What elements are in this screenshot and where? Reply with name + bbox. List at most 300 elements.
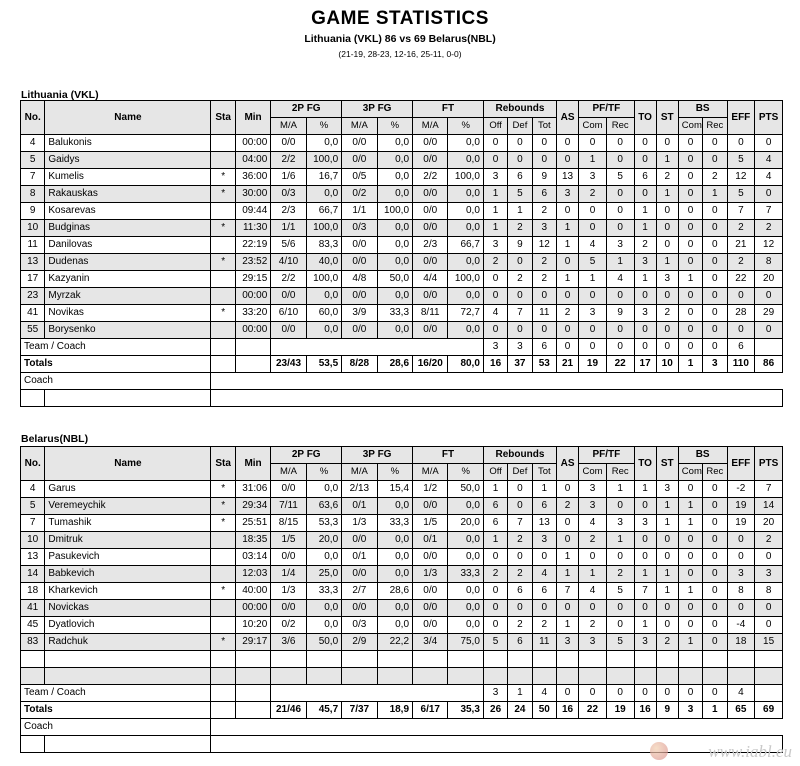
ft-percent: 33,3 xyxy=(448,566,483,583)
header-3p-fg: 3P FG xyxy=(342,447,413,464)
ft-percent: 20,0 xyxy=(448,515,483,532)
fg3-percent: 0,0 xyxy=(377,498,412,515)
table-cell xyxy=(45,736,211,753)
subheader-rec: Rec xyxy=(606,464,634,481)
player-row xyxy=(21,668,783,685)
player-name: Myrzak xyxy=(45,288,211,305)
assists: 0 xyxy=(557,203,579,220)
player-number: 13 xyxy=(21,549,45,566)
ft-percent: 0,0 xyxy=(448,135,483,152)
minutes: 18:35 xyxy=(235,532,270,549)
totals-def: 37 xyxy=(508,356,532,373)
efficiency: 0 xyxy=(727,549,755,566)
team-coach-to: 0 xyxy=(634,339,656,356)
rebounds-tot: 6 xyxy=(532,186,556,203)
steals: 0 xyxy=(656,617,678,634)
fouls-committed: 0 xyxy=(579,322,607,339)
fg3-made-attempted: 0/0 xyxy=(342,135,377,152)
points: 0 xyxy=(755,617,783,634)
ft-percent: 100,0 xyxy=(448,271,483,288)
turnovers: 3 xyxy=(634,305,656,322)
fg3-made-attempted: 0/0 xyxy=(342,566,377,583)
turnovers: 1 xyxy=(634,617,656,634)
fg2-percent: 63,6 xyxy=(306,498,341,515)
fouls-committed: 4 xyxy=(579,515,607,532)
player-name: Dyatlovich xyxy=(45,617,211,634)
totals-fg2-percent: 53,5 xyxy=(306,356,341,373)
header-rebounds: Rebounds xyxy=(483,101,556,118)
subheader-pct: % xyxy=(448,464,483,481)
turnovers xyxy=(634,668,656,685)
blocks-committed: 0 xyxy=(678,186,702,203)
team-coach-st: 0 xyxy=(656,339,678,356)
points: 7 xyxy=(755,481,783,498)
header-ft: FT xyxy=(413,101,484,118)
ft-percent: 0,0 xyxy=(448,288,483,305)
subheader-pct: % xyxy=(306,118,341,135)
fg2-made-attempted: 0/0 xyxy=(271,600,306,617)
efficiency: 2 xyxy=(727,220,755,237)
totals-pfc: 22 xyxy=(579,702,607,719)
subheader-pct: % xyxy=(306,464,341,481)
fouls-committed: 0 xyxy=(579,220,607,237)
player-number: 83 xyxy=(21,634,45,651)
minutes: 22:19 xyxy=(235,237,270,254)
minutes: 30:00 xyxy=(235,186,270,203)
fouls-committed: 0 xyxy=(579,288,607,305)
fg3-percent: 0,0 xyxy=(377,600,412,617)
blocks-committed: 0 xyxy=(678,549,702,566)
totals-eff: 65 xyxy=(727,702,755,719)
rebounds-tot xyxy=(532,651,556,668)
starter-mark: * xyxy=(211,169,235,186)
rebounds-tot: 2 xyxy=(532,271,556,288)
ft-made-attempted: 0/0 xyxy=(413,322,448,339)
fg3-percent: 0,0 xyxy=(377,254,412,271)
ft-made-attempted: 2/3 xyxy=(413,237,448,254)
fg3-made-attempted: 2/9 xyxy=(342,634,377,651)
assists: 3 xyxy=(557,186,579,203)
player-number: 7 xyxy=(21,169,45,186)
points: 29 xyxy=(755,305,783,322)
ft-percent: 0,0 xyxy=(448,203,483,220)
blank-row xyxy=(21,736,783,753)
steals: 1 xyxy=(656,152,678,169)
team-coach-def: 1 xyxy=(508,685,532,702)
blocks-committed: 0 xyxy=(678,322,702,339)
fouls-committed: 1 xyxy=(579,271,607,288)
subheader-tot: Tot xyxy=(532,464,556,481)
blocks-received: 0 xyxy=(703,617,727,634)
rebounds-tot: 0 xyxy=(532,600,556,617)
fg2-made-attempted: 1/4 xyxy=(271,566,306,583)
minutes xyxy=(235,651,270,668)
subheader-ma: M/A xyxy=(413,464,448,481)
fg2-percent: 60,0 xyxy=(306,305,341,322)
player-number: 18 xyxy=(21,583,45,600)
team-coach-pfr: 0 xyxy=(606,339,634,356)
fouls-received: 0 xyxy=(606,186,634,203)
player-row xyxy=(21,186,783,203)
rebounds-def: 7 xyxy=(508,305,532,322)
blocks-received: 0 xyxy=(703,220,727,237)
starter-mark: * xyxy=(211,515,235,532)
fg3-made-attempted: 0/5 xyxy=(342,169,377,186)
blocks-received: 0 xyxy=(703,583,727,600)
rebounds-off: 6 xyxy=(483,515,507,532)
player-name xyxy=(45,651,211,668)
fouls-received: 3 xyxy=(606,515,634,532)
points: 2 xyxy=(755,532,783,549)
starter-mark: * xyxy=(211,583,235,600)
rebounds-def: 0 xyxy=(508,481,532,498)
fouls-committed: 3 xyxy=(579,481,607,498)
starter-mark xyxy=(211,668,235,685)
ft-percent: 0,0 xyxy=(448,254,483,271)
assists: 2 xyxy=(557,498,579,515)
totals-fg3: 7/37 xyxy=(342,702,377,719)
starter-mark: * xyxy=(211,186,235,203)
player-row xyxy=(21,532,783,549)
player-row xyxy=(21,152,783,169)
steals: 1 xyxy=(656,566,678,583)
player-number xyxy=(21,668,45,685)
fg2-percent: 40,0 xyxy=(306,254,341,271)
turnovers: 1 xyxy=(634,220,656,237)
turnovers: 0 xyxy=(634,135,656,152)
player-row xyxy=(21,515,783,532)
rebounds-def: 5 xyxy=(508,186,532,203)
quarter-scores: (21-19, 28-23, 12-16, 25-11, 0-0) xyxy=(338,49,462,59)
team-name-home: Lithuania (VKL) xyxy=(21,89,99,101)
rebounds-off: 2 xyxy=(483,254,507,271)
turnovers: 0 xyxy=(634,322,656,339)
rebounds-def: 2 xyxy=(508,271,532,288)
ft-made-attempted: 0/0 xyxy=(413,186,448,203)
totals-label: Totals xyxy=(21,356,211,373)
efficiency: 0 xyxy=(727,600,755,617)
points: 0 xyxy=(755,288,783,305)
header-bs: BS xyxy=(678,101,727,118)
fouls-committed: 3 xyxy=(579,169,607,186)
header-to: TO xyxy=(634,101,656,135)
fg3-made-attempted xyxy=(342,668,377,685)
fg2-percent: 0,0 xyxy=(306,600,341,617)
totals-bsc: 1 xyxy=(678,356,702,373)
assists: 1 xyxy=(557,617,579,634)
fouls-received: 0 xyxy=(606,549,634,566)
blocks-committed: 0 xyxy=(678,532,702,549)
turnovers: 1 xyxy=(634,271,656,288)
fg2-percent: 83,3 xyxy=(306,237,341,254)
fouls-committed: 2 xyxy=(579,532,607,549)
fg3-made-attempted: 0/1 xyxy=(342,498,377,515)
player-row xyxy=(21,498,783,515)
fg3-made-attempted: 1/3 xyxy=(342,515,377,532)
rebounds-off: 0 xyxy=(483,152,507,169)
header-pts: PTS xyxy=(755,447,783,481)
blocks-received: 0 xyxy=(703,271,727,288)
blocks-received: 0 xyxy=(703,203,727,220)
fg3-made-attempted xyxy=(342,651,377,668)
fg2-percent: 20,0 xyxy=(306,532,341,549)
fg2-made-attempted: 1/3 xyxy=(271,583,306,600)
player-name: Dudenas xyxy=(45,254,211,271)
subheader-rec: Rec xyxy=(703,118,727,135)
fg2-made-attempted: 7/11 xyxy=(271,498,306,515)
points: 0 xyxy=(755,186,783,203)
blocks-received: 0 xyxy=(703,498,727,515)
header-eff: EFF xyxy=(727,447,755,481)
fg3-made-attempted: 0/1 xyxy=(342,549,377,566)
player-name: Dmitruk xyxy=(45,532,211,549)
table-cell xyxy=(211,339,235,356)
ft-made-attempted: 2/2 xyxy=(413,169,448,186)
blocks-committed: 1 xyxy=(678,634,702,651)
rebounds-off: 6 xyxy=(483,498,507,515)
fouls-received xyxy=(606,651,634,668)
header-min: Min xyxy=(235,101,270,135)
team-coach-pfc: 0 xyxy=(579,339,607,356)
steals: 0 xyxy=(656,135,678,152)
minutes: 29:15 xyxy=(235,271,270,288)
player-number: 14 xyxy=(21,566,45,583)
table-cell xyxy=(211,702,235,719)
player-name: Novickas xyxy=(45,600,211,617)
fg3-percent: 0,0 xyxy=(377,135,412,152)
minutes: 04:00 xyxy=(235,152,270,169)
efficiency: 5 xyxy=(727,152,755,169)
player-row xyxy=(21,203,783,220)
table-cell xyxy=(235,685,270,702)
fg3-percent: 0,0 xyxy=(377,566,412,583)
starter-mark xyxy=(211,617,235,634)
turnovers: 6 xyxy=(634,169,656,186)
ft-made-attempted: 1/5 xyxy=(413,515,448,532)
efficiency: 2 xyxy=(727,254,755,271)
rebounds-tot: 3 xyxy=(532,220,556,237)
blocks-committed: 0 xyxy=(678,600,702,617)
player-name: Gaidys xyxy=(45,152,211,169)
rebounds-def: 0 xyxy=(508,600,532,617)
blank-cell xyxy=(211,390,783,407)
assists: 1 xyxy=(557,566,579,583)
steals: 2 xyxy=(656,634,678,651)
player-row xyxy=(21,169,783,186)
points: 7 xyxy=(755,203,783,220)
rebounds-off xyxy=(483,651,507,668)
rebounds-off xyxy=(483,668,507,685)
rebounds-def: 6 xyxy=(508,583,532,600)
totals-ft-percent: 35,3 xyxy=(448,702,483,719)
points: 15 xyxy=(755,634,783,651)
rebounds-off: 0 xyxy=(483,322,507,339)
coach-value xyxy=(211,719,783,736)
totals-bsr: 1 xyxy=(703,702,727,719)
player-name xyxy=(45,668,211,685)
blocks-received: 0 xyxy=(703,305,727,322)
stats-table-home xyxy=(20,100,783,407)
points: 8 xyxy=(755,583,783,600)
fg3-made-attempted: 2/13 xyxy=(342,481,377,498)
blocks-received: 0 xyxy=(703,532,727,549)
minutes: 12:03 xyxy=(235,566,270,583)
points: 20 xyxy=(755,515,783,532)
ft-made-attempted: 3/4 xyxy=(413,634,448,651)
rebounds-def: 1 xyxy=(508,203,532,220)
fouls-received: 2 xyxy=(606,566,634,583)
turnovers: 1 xyxy=(634,566,656,583)
rebounds-tot: 2 xyxy=(532,203,556,220)
fg2-made-attempted: 3/6 xyxy=(271,634,306,651)
page-title: GAME STATISTICS xyxy=(311,8,489,29)
efficiency: 8 xyxy=(727,583,755,600)
fg2-percent: 0,0 xyxy=(306,481,341,498)
points: 4 xyxy=(755,152,783,169)
totals-row xyxy=(21,356,783,373)
subheader-com: Com xyxy=(678,118,702,135)
blocks-received: 0 xyxy=(703,481,727,498)
header-bs: BS xyxy=(678,447,727,464)
points: 20 xyxy=(755,271,783,288)
header-pf-tf: PF/TF xyxy=(579,101,634,118)
header-rebounds: Rebounds xyxy=(483,447,556,464)
fg3-percent: 0,0 xyxy=(377,617,412,634)
player-number: 45 xyxy=(21,617,45,634)
turnovers: 1 xyxy=(634,203,656,220)
subheader-ma: M/A xyxy=(413,118,448,135)
ft-percent: 66,7 xyxy=(448,237,483,254)
blocks-committed xyxy=(678,651,702,668)
turnovers: 2 xyxy=(634,237,656,254)
team-coach-bsr: 0 xyxy=(703,339,727,356)
fouls-received: 0 xyxy=(606,220,634,237)
ft-percent: 0,0 xyxy=(448,152,483,169)
starter-mark xyxy=(211,532,235,549)
rebounds-def xyxy=(508,668,532,685)
assists: 2 xyxy=(557,305,579,322)
points: 4 xyxy=(755,169,783,186)
points: 12 xyxy=(755,237,783,254)
table-cell xyxy=(21,736,45,753)
turnovers: 0 xyxy=(634,152,656,169)
header-min: Min xyxy=(235,447,270,481)
ft-made-attempted: 0/0 xyxy=(413,600,448,617)
steals: 0 xyxy=(656,288,678,305)
team-coach-row xyxy=(21,685,783,702)
fg3-percent: 15,4 xyxy=(377,481,412,498)
starter-mark xyxy=(211,271,235,288)
player-row xyxy=(21,135,783,152)
fg2-percent: 100,0 xyxy=(306,220,341,237)
totals-pfr: 22 xyxy=(606,356,634,373)
rebounds-tot: 1 xyxy=(532,481,556,498)
starter-mark xyxy=(211,651,235,668)
totals-fg3-percent: 18,9 xyxy=(377,702,412,719)
totals-fg2: 23/43 xyxy=(271,356,306,373)
totals-ft: 6/17 xyxy=(413,702,448,719)
fouls-received: 0 xyxy=(606,203,634,220)
fouls-received: 1 xyxy=(606,532,634,549)
rebounds-off: 3 xyxy=(483,169,507,186)
subheader-com: Com xyxy=(579,118,607,135)
rebounds-def: 7 xyxy=(508,515,532,532)
fouls-received: 5 xyxy=(606,583,634,600)
minutes: 10:20 xyxy=(235,617,270,634)
header-row xyxy=(21,101,783,118)
header-eff: EFF xyxy=(727,101,755,135)
fouls-committed: 0 xyxy=(579,549,607,566)
fg2-percent: 33,3 xyxy=(306,583,341,600)
blocks-received xyxy=(703,668,727,685)
subheader-com: Com xyxy=(678,464,702,481)
header-as: AS xyxy=(557,447,579,481)
turnovers: 0 xyxy=(634,600,656,617)
minutes: 36:00 xyxy=(235,169,270,186)
fg2-made-attempted: 0/0 xyxy=(271,481,306,498)
player-name: Kazyanin xyxy=(45,271,211,288)
fg2-made-attempted: 1/6 xyxy=(271,169,306,186)
player-number: 9 xyxy=(21,203,45,220)
fouls-committed: 2 xyxy=(579,186,607,203)
points: 0 xyxy=(755,135,783,152)
totals-ft-percent: 80,0 xyxy=(448,356,483,373)
header-sta: Sta xyxy=(211,101,235,135)
player-name: Radchuk xyxy=(45,634,211,651)
totals-fg2-percent: 45,7 xyxy=(306,702,341,719)
rebounds-def: 0 xyxy=(508,254,532,271)
starter-mark xyxy=(211,237,235,254)
team-coach-as: 0 xyxy=(557,339,579,356)
fg2-percent: 53,3 xyxy=(306,515,341,532)
player-row xyxy=(21,583,783,600)
turnovers xyxy=(634,651,656,668)
fg2-percent: 0,0 xyxy=(306,135,341,152)
minutes: 00:00 xyxy=(235,322,270,339)
fouls-received: 0 xyxy=(606,617,634,634)
ft-made-attempted: 0/0 xyxy=(413,549,448,566)
blocks-committed: 1 xyxy=(678,271,702,288)
efficiency: 7 xyxy=(727,203,755,220)
efficiency: 22 xyxy=(727,271,755,288)
team-coach-def: 3 xyxy=(508,339,532,356)
minutes: 33:20 xyxy=(235,305,270,322)
rebounds-off: 1 xyxy=(483,532,507,549)
efficiency: 5 xyxy=(727,186,755,203)
minutes: 29:17 xyxy=(235,634,270,651)
blocks-committed: 0 xyxy=(678,203,702,220)
team-coach-label: Team / Coach xyxy=(21,339,211,356)
player-row xyxy=(21,305,783,322)
fg3-made-attempted: 4/8 xyxy=(342,271,377,288)
fg2-percent: 66,7 xyxy=(306,203,341,220)
blocks-committed: 0 xyxy=(678,135,702,152)
minutes: 31:06 xyxy=(235,481,270,498)
ft-made-attempted: 0/0 xyxy=(413,152,448,169)
player-number: 13 xyxy=(21,254,45,271)
rebounds-tot: 2 xyxy=(532,254,556,271)
fg2-percent xyxy=(306,668,341,685)
fg3-percent: 33,3 xyxy=(377,305,412,322)
blocks-received: 0 xyxy=(703,152,727,169)
rebounds-off: 0 xyxy=(483,135,507,152)
fg2-percent: 0,0 xyxy=(306,617,341,634)
starter-mark xyxy=(211,288,235,305)
fg2-percent: 0,0 xyxy=(306,322,341,339)
fouls-received: 1 xyxy=(606,481,634,498)
empty-cell xyxy=(271,339,484,356)
player-number: 5 xyxy=(21,152,45,169)
